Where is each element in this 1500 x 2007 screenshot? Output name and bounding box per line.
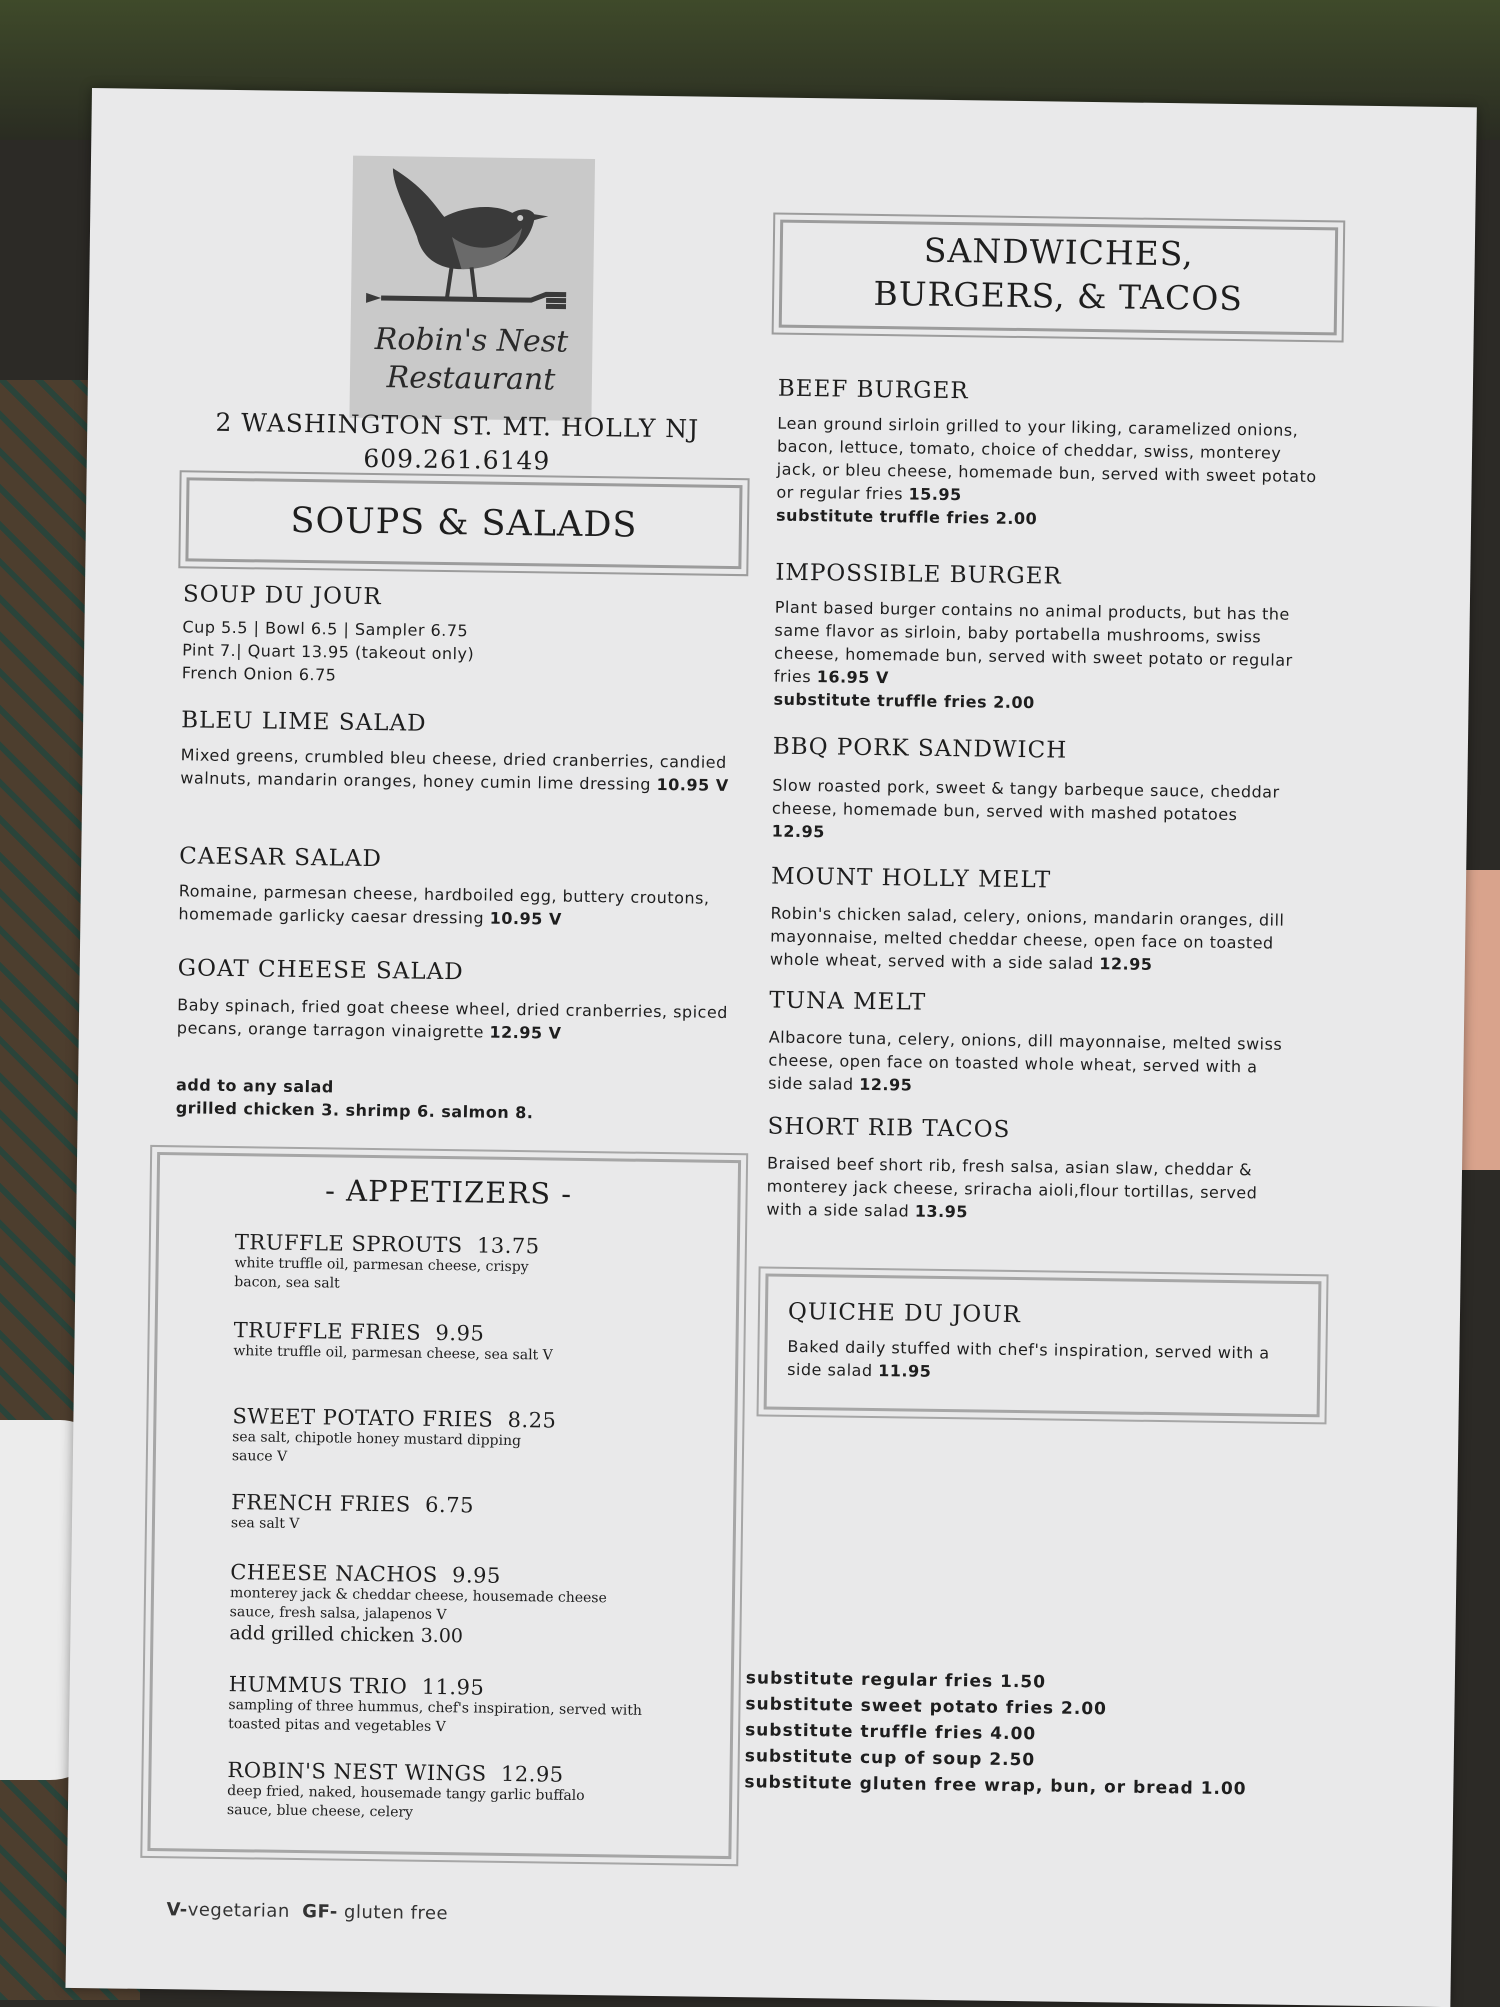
sandwich-title: IMPOSSIBLE BURGER	[775, 559, 1062, 590]
sandwich-price: 13.95	[914, 1201, 969, 1222]
sandwich-note: substitute truffle fries 2.00	[773, 689, 1035, 713]
appetizer-item	[232, 1404, 703, 1473]
salad-title: GOAT CHEESE SALAD	[177, 955, 464, 986]
appetizer-item	[233, 1318, 704, 1368]
sandwich-price: 12.95	[1099, 954, 1153, 974]
soup-line3: French Onion 6.75	[181, 663, 337, 685]
salad-title: BLEU LIME SALAD	[180, 707, 427, 737]
logo-line2: Restaurant	[386, 360, 556, 398]
legend-v-code: V-	[166, 1899, 188, 1921]
menu-page	[65, 88, 1476, 2007]
sandwich-desc	[768, 1026, 1289, 1102]
soup-title: SOUP DU JOUR	[182, 581, 382, 611]
legend-gf-code: GF-	[302, 1901, 338, 1923]
substitution-item: substitute regular fries 1.50	[745, 1668, 1047, 1693]
address: 2 WASHINGTON ST. MT. HOLLY NJ	[215, 407, 700, 444]
appetizer-price: 12.95	[500, 1761, 564, 1787]
sandwich-note: substitute truffle fries 2.00	[775, 505, 1038, 529]
quiche-desc	[787, 1335, 1303, 1388]
salad-title: CAESAR SALAD	[179, 843, 383, 873]
appetizer-desc: sea salt V	[230, 1515, 300, 1533]
salad-price: 10.95 V	[656, 774, 729, 795]
appetizer-addon: add grilled chicken 3.00	[229, 1622, 464, 1648]
salad-desc-text: Mixed greens, crumbled bleu cheese, dried cranberries, candied walnuts, mandarin oranges, honey cumin lime dressing	[180, 745, 727, 794]
sandwich-desc	[773, 596, 1320, 719]
addon-line2: grilled chicken 3. shrimp 6. salmon 8.	[175, 1098, 534, 1123]
restaurant-logo	[349, 156, 595, 421]
sandwich-title: TUNA MELT	[769, 987, 927, 1016]
sandwich-title: BBQ PORK SANDWICH	[772, 733, 1068, 764]
salad-desc	[180, 743, 736, 797]
sandwich-desc	[776, 412, 1323, 535]
sandwich-price: 12.95	[859, 1074, 913, 1095]
sandwich-desc-text: Slow roasted pork, sweet & tangy barbeque sauce, cheddar cheese, homemade bun, served with mashed potatoes	[771, 775, 1280, 825]
sandwich-desc	[770, 902, 1291, 978]
appetizer-desc: sea salt, chipotle honey mustard dipping sauce V	[231, 1429, 522, 1465]
appetizers-heading: - APPETIZERS -	[324, 1173, 573, 1211]
quiche-section	[764, 1274, 1322, 1418]
appetizer-price: 11.95	[421, 1674, 485, 1700]
substitutions-list	[744, 1665, 1366, 1804]
substitution-item: substitute gluten free wrap, bun, or bread 1.00	[744, 1772, 1247, 1800]
logo-text	[350, 321, 593, 400]
logo-line1: Robin's Nest	[374, 321, 569, 360]
sandwiches-heading-line1: SANDWICHES,	[923, 230, 1194, 274]
appetizer-item	[229, 1560, 700, 1651]
addon-line1: add to any salad	[175, 1075, 334, 1097]
legend-gf-text: gluten free	[343, 1901, 449, 1925]
soups-salads-heading: SOUPS & SALADS	[185, 477, 742, 569]
sandwiches-heading	[779, 220, 1338, 336]
appetizer-price: 9.95	[435, 1320, 485, 1346]
address-block	[177, 405, 738, 481]
appetizer-desc: deep fried, naked, housemade tangy garlic buffalo sauce, blue cheese, celery	[226, 1783, 585, 1821]
appetizer-name: TRUFFLE SPROUTS	[234, 1230, 463, 1258]
sandwich-desc-text: Braised beef short rib, fresh salsa, asian slaw, cheddar & monterey jack cheese, sriracha aioli,flour tortillas, served with a side salad	[766, 1153, 1258, 1221]
appetizer-item	[234, 1230, 705, 1299]
appetizers-section	[147, 1152, 741, 1859]
sandwiches-heading-line2: BURGERS, & TACOS	[873, 273, 1244, 319]
soup-prices	[182, 615, 743, 692]
appetizer-desc: white truffle oil, parmesan cheese, crispy bacon, sea salt	[234, 1255, 529, 1292]
sandwich-desc	[766, 1152, 1297, 1228]
soup-line2: Pint 7.| Quart 13.95 (takeout only)	[182, 640, 475, 664]
legend-v-text: vegetarian	[187, 1899, 290, 1922]
quiche-title: QUICHE DU JOUR	[787, 1298, 1022, 1329]
salad-addons	[176, 1073, 737, 1127]
substitution-item: substitute cup of soup 2.50	[744, 1746, 1036, 1771]
soup-line1: Cup 5.5 | Bowl 6.5 | Sampler 6.75	[182, 617, 469, 641]
appetizer-item	[227, 1758, 698, 1827]
appetizer-name: TRUFFLE FRIES	[233, 1318, 422, 1345]
salad-desc-text: Baby spinach, fried goat cheese wheel, dried cranberries, spiced pecans, orange tarragon vinaigrette	[176, 995, 729, 1042]
quiche-desc-text: Baked daily stuffed with chef's inspiration, served with a side salad	[787, 1336, 1270, 1381]
sandwich-desc-text: Plant based burger contains no animal products, but has the same flavor as sirloin, baby portabella mushrooms, swiss cheese, homemade bun, served with sweet potato or regular fries	[773, 597, 1293, 687]
appetizer-price: 8.25	[507, 1407, 557, 1433]
appetizer-name: HUMMUS TRIO	[228, 1672, 408, 1699]
salad-desc-text: Romaine, parmesan cheese, hardboiled egg, buttery croutons, homemade garlicky caesar dressing	[178, 881, 710, 928]
appetizer-name: CHEESE NACHOS	[230, 1560, 438, 1587]
appetizer-desc: white truffle oil, parmesan cheese, sea salt V	[233, 1343, 553, 1364]
substitution-item: substitute sweet potato fries 2.00	[745, 1694, 1108, 1720]
appetizer-name: SWEET POTATO FRIES	[232, 1404, 494, 1432]
appetizer-item	[231, 1490, 702, 1540]
salad-price: 12.95 V	[489, 1022, 562, 1043]
appetizer-name: ROBIN'S NEST WINGS	[227, 1758, 487, 1786]
appetizer-price: 9.95	[451, 1563, 502, 1588]
salad-desc	[177, 993, 738, 1047]
phone: 609.261.6149	[363, 443, 551, 476]
dietary-legend	[166, 1899, 448, 1924]
sandwich-title: SHORT RIB TACOS	[767, 1113, 1011, 1143]
sandwich-desc	[772, 774, 1283, 850]
sandwich-price: 16.95 V	[816, 667, 889, 688]
sandwich-desc-text: Lean ground sirloin grilled to your liking, caramelized onions, bacon, lettuce, tomato, choice of cheddar, swiss, monterey jack, or bleu cheese, homemade bun, served with sweet potato or regular fries	[776, 413, 1317, 504]
sandwich-title: BEEF BURGER	[777, 375, 969, 405]
appetizer-name: FRENCH FRIES	[231, 1490, 411, 1517]
substitution-item: substitute truffle fries 4.00	[744, 1720, 1037, 1745]
sandwich-price: 12.95	[771, 821, 825, 842]
appetizer-item	[228, 1672, 699, 1741]
salad-price: 10.95 V	[489, 908, 562, 929]
sandwich-title: MOUNT HOLLY MELT	[770, 863, 1052, 894]
appetizer-desc: sampling of three hummus, chef's inspiration, served with toasted pitas and vegetables V	[228, 1697, 643, 1736]
appetizer-desc: monterey jack & cheddar cheese, housemade cheese sauce, fresh salsa, jalapenos V	[229, 1585, 607, 1624]
sandwich-price: 15.95	[908, 484, 962, 505]
salad-desc	[178, 879, 734, 933]
sandwich-desc-text: Robin's chicken salad, celery, onions, mandarin oranges, dill mayonnaise, melted cheddar cheese, open face on toasted whole wheat, served with a side salad	[769, 903, 1285, 974]
quiche-price: 11.95	[878, 1361, 932, 1381]
appetizer-price: 13.75	[476, 1233, 540, 1259]
appetizer-price: 6.75	[424, 1492, 475, 1518]
robin-bird-icon	[351, 156, 595, 329]
sandwich-desc-text: Albacore tuna, celery, onions, dill mayonnaise, melted swiss cheese, open face on toasted whole wheat, served with a side salad	[768, 1027, 1283, 1094]
